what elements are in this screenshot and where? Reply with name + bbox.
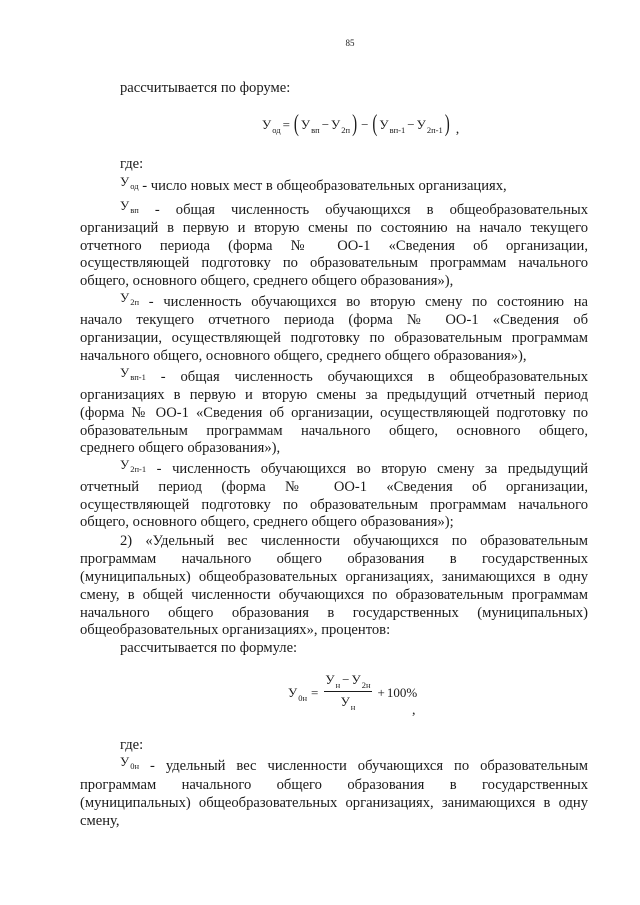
trailing-comma: , — [412, 703, 416, 718]
symbol-base: У — [351, 672, 361, 687]
symbol-subscript: н — [335, 680, 341, 690]
definition-line: среднего общего образования»), — [80, 440, 281, 456]
symbol-base: У — [379, 117, 389, 132]
symbol-base: У — [416, 117, 426, 132]
formula-symbol — [341, 694, 356, 710]
symbol-subscript: 2н — [361, 680, 371, 690]
paragraph-line: смену, в общей численности обучающихся по образовательным программам — [80, 587, 588, 603]
where-label: где: — [120, 737, 144, 753]
symbol-base: У — [120, 198, 130, 213]
symbol-base: У — [325, 672, 335, 687]
page-number: 85 — [345, 38, 355, 48]
formula-symbol — [417, 117, 443, 133]
fraction-denominator — [341, 692, 356, 714]
symbol-base: У — [331, 117, 341, 132]
definition-text: - численность обучающихся во вторую смену по состоянию на — [148, 294, 589, 310]
definition-line: общего, основного общего, среднего общего образования»), — [80, 273, 454, 289]
variable-symbol — [120, 174, 139, 189]
percent-constant: 100% — [386, 685, 418, 700]
definition-line: общего, основного общего, среднего общего образования»); — [80, 514, 454, 530]
formula-1 — [262, 112, 459, 138]
open-paren: ( — [372, 111, 378, 137]
definition-line — [120, 365, 588, 386]
symbol-subscript: н — [350, 702, 356, 712]
definition-line: отчетный период (форма № ОО-1 «Сведения об организации, — [80, 479, 588, 495]
paragraph-line: начального общего образования в государственных (муниципальных) — [80, 605, 588, 621]
definition-line: отчетного периода (форма № ОО-1 «Сведения об организации, — [80, 238, 588, 254]
symbol-base: У — [120, 754, 130, 769]
paragraph-line: 2) «Удельный вес численности обучающихся по образовательным — [120, 533, 588, 549]
definition-text: - общая численность обучающихся в общеобразовательных — [154, 202, 588, 218]
definition-line: начального общего, основного общего, среднего общего образования»), — [80, 348, 527, 364]
definition-line: осуществляющей подготовку по образовательным программам начального — [80, 255, 588, 271]
symbol-base: У — [120, 174, 130, 189]
formula-result-symbol — [262, 117, 281, 133]
formula-symbol — [301, 117, 320, 133]
plus-sign: + — [377, 685, 385, 700]
open-paren: ( — [293, 111, 299, 137]
symbol-subscript: 2п-1 — [426, 125, 443, 135]
paragraph-line: программам начального общего образования в государственных — [80, 551, 588, 567]
where-label: где: — [120, 156, 144, 172]
equals-sign: = — [311, 685, 319, 700]
symbol-subscript: вп — [130, 205, 139, 215]
symbol-subscript: 2п-1 — [130, 464, 147, 474]
symbol-base: У — [120, 457, 130, 472]
symbol-subscript: од — [272, 125, 281, 135]
definition-text: - удельный вес численности обучающихся по образовательным — [150, 758, 589, 774]
close-paren: ) — [444, 111, 450, 137]
intro-text: рассчитывается по форуме: — [120, 80, 291, 96]
formula-symbol — [379, 117, 405, 133]
definition-line: (форма № ОО-1 «Сведения об организации, осуществляющей подготовку по — [80, 405, 588, 421]
trailing-comma: , — [455, 122, 460, 137]
symbol-subscript: вп-1 — [130, 372, 146, 382]
symbol-base: У — [288, 685, 298, 700]
equals-sign: = — [282, 117, 290, 132]
variable-symbol — [120, 198, 139, 213]
minus-sign: − — [361, 117, 369, 132]
symbol-subscript: 0н — [298, 693, 308, 703]
symbol-base: У — [300, 117, 311, 132]
minus-sign: − — [407, 117, 415, 132]
definition-line: организации, осуществляющей подготовку по образовательным программам — [80, 330, 588, 346]
definition-text: - число новых мест в общеобразовательных организациях, — [142, 178, 507, 194]
definition-line — [120, 754, 589, 775]
definition-line: (муниципальных) общеобразовательных организациях, занимающихся в одну — [80, 795, 588, 811]
intro-text: рассчитывается по формуле: — [120, 640, 298, 656]
formula-symbol — [331, 117, 350, 133]
variable-symbol — [120, 457, 146, 472]
paragraph-line: (муниципальных) общеобразовательных организациях, занимающихся в одну — [80, 569, 588, 585]
symbol-base: У — [120, 290, 130, 305]
paragraph-line: общеобразовательных организациях», процентов: — [80, 622, 391, 638]
symbol-subscript: 2п — [130, 297, 140, 307]
symbol-base: У — [262, 117, 272, 132]
symbol-subscript: 2п — [341, 125, 351, 135]
formula-symbol — [352, 672, 371, 688]
formula-2 — [288, 672, 417, 714]
close-paren: ) — [352, 111, 358, 137]
symbol-subscript: вп-1 — [389, 125, 406, 135]
definition-text: - численность обучающихся во вторую смену за предыдущий — [156, 461, 589, 477]
definition-text: - общая численность обучающихся в общеобразовательных — [160, 369, 588, 385]
definition-line: смену, — [80, 813, 120, 829]
symbol-base: У — [120, 365, 130, 380]
formula-symbol — [325, 672, 340, 688]
definition-line — [120, 198, 588, 219]
formula-result-symbol — [288, 685, 307, 701]
variable-symbol — [120, 754, 139, 769]
definition-line: организациях в первую и вторую смены за предыдущий отчетный период — [80, 387, 588, 403]
definition-line — [120, 174, 588, 195]
symbol-subscript: 0н — [130, 761, 140, 771]
symbol-subscript: вп — [311, 125, 320, 135]
definition-line: осуществляющей подготовку по образовательным программам начального — [80, 497, 588, 513]
fraction-numerator — [324, 672, 371, 692]
definition-line: организаций в первую и вторую смены по состоянию на начало текущего — [80, 220, 588, 236]
definition-line: начало текущего отчетного периода (форма № ОО-1 «Сведения об — [80, 312, 588, 328]
variable-symbol — [120, 290, 139, 305]
definition-line — [120, 290, 589, 311]
definition-line: программам начального общего образования в государственных — [80, 777, 588, 793]
definition-line — [120, 457, 589, 478]
symbol-subscript: од — [130, 181, 139, 191]
definition-line: образовательным программам начального общего, основного общего, — [80, 423, 588, 439]
minus-sign: − — [321, 117, 330, 132]
symbol-base: У — [340, 694, 350, 709]
minus-sign: − — [342, 672, 350, 687]
fraction — [324, 672, 371, 714]
variable-symbol — [120, 365, 146, 380]
